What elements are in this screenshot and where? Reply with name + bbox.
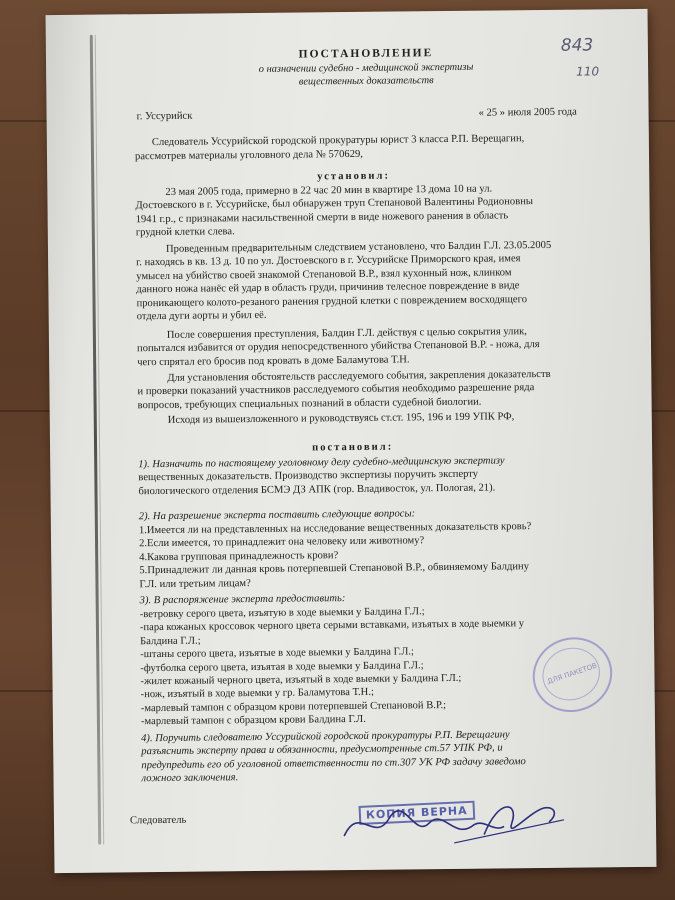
subtitle-line: о назначении судебно - медицинской экспертизы [258, 61, 474, 75]
text-line: вещественных доказательств. Производство экспертизы поручить эксперту [138, 469, 479, 484]
document-date: « 25 » июля 2005 года [478, 106, 577, 119]
text-line: данного ножа нанёс ей удар в область груди, причинив телесное повреждение в виде [136, 280, 520, 296]
established-paragraph-5: Исходя из вышеизложенного и руководствуясь ст.ст. 195, 196 и 199 УПК РФ, [167, 411, 515, 426]
established-paragraph-1 [135, 181, 600, 239]
evidence-item: -футболка серого цвета, изъятая в ходе выемки у Балдина Г.Л.; [140, 659, 424, 674]
expert-questions-list [139, 519, 610, 591]
document-subtitle [226, 60, 506, 89]
resolution-item-3-heading: 3). В распоряжение эксперта предоставить: [139, 593, 346, 607]
established-paragraph-4 [137, 367, 605, 412]
question-item: 2.Если имеется, то принадлежит она человеку или животному? [139, 535, 425, 550]
text-line: умысел на убийство своей знакомой Степановой В.Р., взял кухонный нож, клинком [136, 267, 512, 283]
text-line: разъяснить эксперту права и обязанности, предусмотренные ст.57 УПК РФ, и [141, 742, 503, 758]
intro-line: рассмотрев материалы уголовного дела № 570629, [134, 148, 363, 163]
document-title: ПОСТАНОВЛЕНИЕ [298, 47, 434, 61]
text-line: г. находясь в кв. 13 д. 10 по ул. Достоевского в г. Уссурийске Приморского края, имея [136, 253, 521, 269]
established-paragraph-2 [136, 238, 603, 323]
text-line: проникающего колото-резаного ранения грудной клетки с повреждением восходящего [136, 293, 528, 309]
resolved-heading: постановил: [312, 441, 394, 454]
text-line: предупредить его об уголовной ответственности по ст.307 УК РФ задачу заведомо [141, 756, 526, 772]
text-line: После совершения преступления, Балдин Г.Л. действуя с целью сокрытия улик, [166, 326, 527, 341]
text-line: биологического отделения БСМЭ ДЗ АПК (гор. Владивосток, ул. Пологая, 21). [138, 482, 496, 498]
text-line: ложного заключения. [141, 772, 239, 785]
resolution-item-2-heading: 2). На разрешение эксперта поставить следующие вопросы: [138, 508, 416, 523]
text-line: и проверки показаний участников расследуемого события необходимо разрешение ряда [137, 382, 535, 398]
evidence-item: -штаны серого цвета, изъятые в ходе выемки у Балдина Г.Л.; [140, 646, 415, 661]
established-paragraph-3 [137, 324, 605, 369]
signature-label: Следователь [129, 814, 187, 827]
question-item: 5.Принадлежит ли данная кровь потерпевшей Степановой В.Р., обвиняемому Балдину [139, 561, 530, 577]
text-line: чего спрятал его бросив под кровать в доме Баламутова Т.Н. [137, 354, 410, 369]
text-line: попытался избавится от орудия непосредственного убийства Степановой В.Р. - ножа, для [136, 339, 540, 355]
question-item: 4.Какова групповая принадлежность крови? [139, 549, 339, 564]
handwritten-signature [334, 782, 575, 855]
resolution-item-4 [141, 727, 612, 786]
text-line: 1941 г.р., с признаками насильственной смерти в виде ножевого ранения в область [135, 210, 509, 226]
document-sheet [46, 9, 657, 873]
evidence-item: -жилет кожаный черного цвета, изъятый в ходе выемки у Балдина Г.Л.; [140, 672, 462, 688]
handwritten-sheet-number: 110 [576, 64, 600, 79]
question-item: 1.Имеется ли на представленных на исследование вещественных доказательств кровь? [138, 521, 532, 537]
text-line: Для установления обстоятельств расследуемого события, закрепления доказательств [167, 368, 551, 384]
evidence-item: -ветровку серого цвета, изъятую в ходе выемки у Балдина Г.Л.; [139, 606, 425, 621]
text-line: 4). Поручить следователю Уссурийской городской прокуратуры Р.П. Верещагину [141, 729, 510, 745]
document-page [46, 9, 657, 873]
established-heading: установил: [317, 170, 391, 183]
subtitle-line: вещественных доказательств [298, 75, 434, 88]
text-line: грудной клетки слева. [135, 226, 235, 239]
text-line: отдела дуги аорты и убил её. [136, 309, 267, 323]
intro-line: Следователь Уссурийской городской прокуратуры юрист 3 класса Р.П. Верещагин, [151, 133, 525, 149]
city: г. Уссурийск [136, 110, 193, 123]
text-line: Достоевского в г. Уссурийске, был обнаружен труп Степановой Валентины Родионовны [135, 196, 534, 212]
resolution-item-1 [138, 453, 606, 498]
round-stamp-text: ДЛЯ ПАКЕТОВ [546, 661, 598, 686]
evidence-item: Балдина Г.Л.; [140, 635, 201, 648]
text-line: вопросов, требующих специальных познаний в области судебной биологии. [137, 396, 482, 412]
evidence-item: -нож, изъятый в ходе выемки у гр. Баламутова Т.Н.; [140, 687, 374, 701]
handwritten-case-number: 843 [560, 35, 594, 56]
evidence-item: -пара кожаных кроссовок черного цвета серыми вставками, изъятых в ходе выемки у [139, 618, 525, 634]
question-item: Г.Л. или третьим лицам? [139, 577, 251, 590]
evidence-item: -марлевый тампон с образцом крови потерпевшей Степановой В.Р.; [140, 699, 447, 715]
copy-certified-stamp: КОПИЯ ВЕРНА [359, 801, 475, 826]
text-line: 1). Назначить по настоящему уголовному делу судебно-медицинскую экспертизу [138, 455, 505, 471]
evidence-item: -марлевый тампон с образцом крови Балдина Г.Л. [140, 714, 366, 728]
text-line: 23 мая 2005 года, примерно в 22 час 20 мин в квартире 13 дома 10 на ул. [165, 183, 493, 198]
text-line: Проведенным предварительным следствием установлено, что Балдин Г.Л. 23.05.2005 [165, 239, 552, 255]
